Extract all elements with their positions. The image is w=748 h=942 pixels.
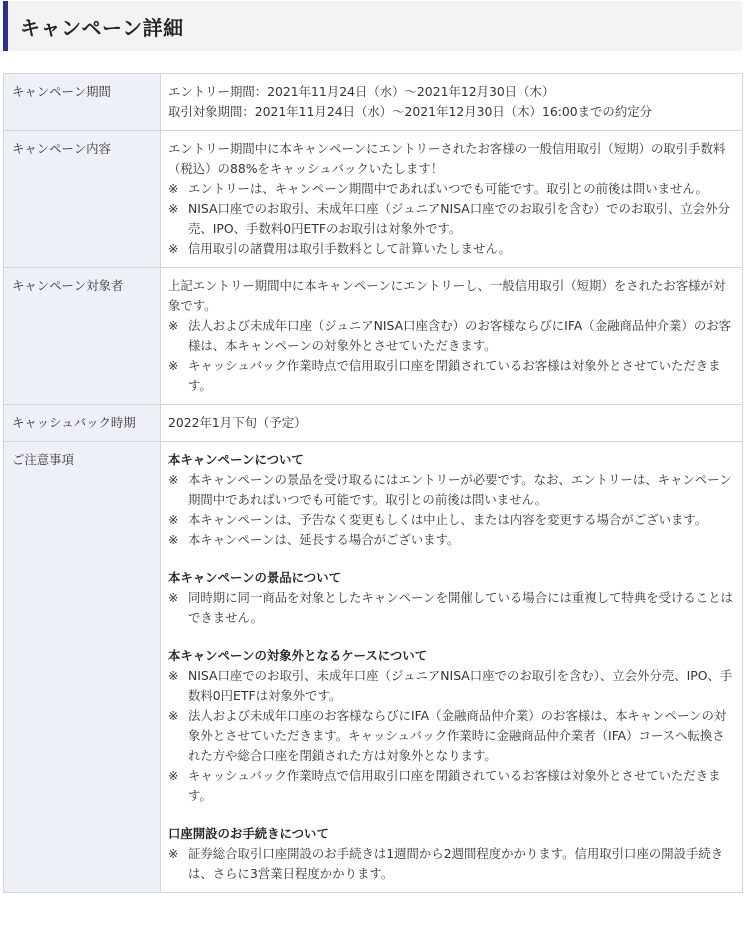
note-mark: ※ <box>168 708 179 723</box>
note-text: 本キャンペーンは、予告なく変更もしくは中止し、または内容を変更する場合がございます。 <box>188 512 708 527</box>
note-mark: ※ <box>168 846 179 861</box>
row-label-period: キャンペーン期間 <box>4 74 161 131</box>
table-row-period <box>4 74 743 131</box>
section-title: 本キャンペーンの対象外となるケースについて <box>168 648 428 663</box>
row-content-target <box>161 268 743 405</box>
note-text: 同時期に同一商品を対象としたキャンペーンを開催している場合には重複して特典を受けることはできません。 <box>188 590 733 625</box>
note-text: 本キャンペーンの景品を受け取るにはエントリーが必要です。なお、エントリーは、キャンペーン期間中であればいつでも可能です。取引との前後は問いません。 <box>188 472 732 507</box>
page-title-bar <box>3 1 742 51</box>
row-label-cashback: キャッシュバック時期 <box>4 405 161 442</box>
note-text: NISA口座でのお取引、未成年口座（ジュニアNISA口座でのお取引を含む）、立会外分売、IPO、手数料0円ETFは対象外です。 <box>188 668 733 703</box>
note-text: キャッシュバック作業時点で信用取引口座を閉鎖されているお客様は対象外とさせていただきます。 <box>188 358 721 393</box>
note-mark: ※ <box>168 512 179 527</box>
contents-intro: エントリー期間中に本キャンペーンにエントリーされたお客様の一般信用取引（短期）の取引手数料（税込）の88%をキャッシュバックいたします！ <box>168 141 726 176</box>
note-item <box>168 844 736 884</box>
note-item <box>168 588 736 628</box>
note-text: 法人および未成年口座（ジュニアNISA口座含む）のお客様ならびにIFA（金融商品仲介業）のお客様は、本キャンペーンの対象外とさせていただきます。 <box>188 318 731 353</box>
caution-section <box>168 450 736 550</box>
page-title: キャンペーン詳細 <box>20 15 184 40</box>
target-intro: 上記エントリー期間中に本キャンペーンにエントリーし、一般信用取引（短期）をされたお客様が対象です。 <box>168 278 726 313</box>
note-item <box>168 179 736 199</box>
note-item <box>168 356 736 396</box>
table-row-target <box>4 268 743 405</box>
section-title: 本キャンペーンについて <box>168 452 304 467</box>
note-item <box>168 199 736 239</box>
row-label-cautions: ご注意事項 <box>4 442 161 893</box>
note-mark: ※ <box>168 768 179 783</box>
note-item <box>168 510 736 530</box>
note-text: 法人および未成年口座のお客様ならびにIFA（金融商品仲介業）のお客様は、本キャンペーンの対象外とさせていただきます。キャッシュバック作業時に金融商品仲介業者（IFA）コースへ転換された方や総合口座を閉鎖された方は対象外となります。 <box>188 708 727 763</box>
entry-period-text: エントリー期間：2021年11月24日（水）～2021年12月30日（木） <box>168 84 555 99</box>
note-text: NISA口座でのお取引、未成年口座（ジュニアNISA口座でのお取引を含む）でのお取引、立会外分売、IPO、手数料0円ETFのお取引は対象外です。 <box>188 201 730 236</box>
caution-section <box>168 646 736 806</box>
note-text: キャッシュバック作業時点で信用取引口座を閉鎖されているお客様は対象外とさせていただきます。 <box>188 768 721 803</box>
note-text: 信用取引の諸費用は取引手数料として計算いたしません。 <box>188 241 511 256</box>
note-item <box>168 316 736 356</box>
cashback-timing-text: 2022年1月下旬（予定） <box>168 415 307 430</box>
table-row-cautions <box>4 442 743 893</box>
note-mark: ※ <box>168 201 179 216</box>
note-item <box>168 530 736 550</box>
section-title: 口座開設のお手続きについて <box>168 826 329 841</box>
table-row-contents <box>4 131 743 268</box>
caution-section <box>168 568 736 628</box>
table-row-cashback <box>4 405 743 442</box>
row-label-target: キャンペーン対象者 <box>4 268 161 405</box>
note-item <box>168 666 736 706</box>
note-mark: ※ <box>168 590 179 605</box>
note-item <box>168 470 736 510</box>
note-item <box>168 706 736 766</box>
note-mark: ※ <box>168 532 179 547</box>
campaign-details-table <box>3 73 743 893</box>
note-item <box>168 239 736 259</box>
note-text: エントリーは、キャンペーン期間中であればいつでも可能です。取引との前後は問いません。 <box>188 181 708 196</box>
note-mark: ※ <box>168 668 179 683</box>
note-text: 証券総合取引口座開設のお手続きは1週間から2週間程度かかります。信用取引口座の開設手続きは、さらに3営業日程度かかります。 <box>188 846 724 881</box>
caution-section <box>168 824 736 884</box>
note-mark: ※ <box>168 358 179 373</box>
row-content-period <box>161 74 743 131</box>
note-mark: ※ <box>168 181 179 196</box>
note-mark: ※ <box>168 241 179 256</box>
trade-period-text: 取引対象期間：2021年11月24日（水）～2021年12月30日（木）16:00までの約定分 <box>168 104 652 119</box>
note-mark: ※ <box>168 472 179 487</box>
note-item <box>168 766 736 806</box>
row-content-cautions <box>161 442 743 893</box>
note-text: 本キャンペーンは、延長する場合がございます。 <box>188 532 460 547</box>
row-content-cashback <box>161 405 743 442</box>
section-title: 本キャンペーンの景品について <box>168 570 341 585</box>
note-mark: ※ <box>168 318 179 333</box>
row-label-contents: キャンペーン内容 <box>4 131 161 268</box>
row-content-contents <box>161 131 743 268</box>
